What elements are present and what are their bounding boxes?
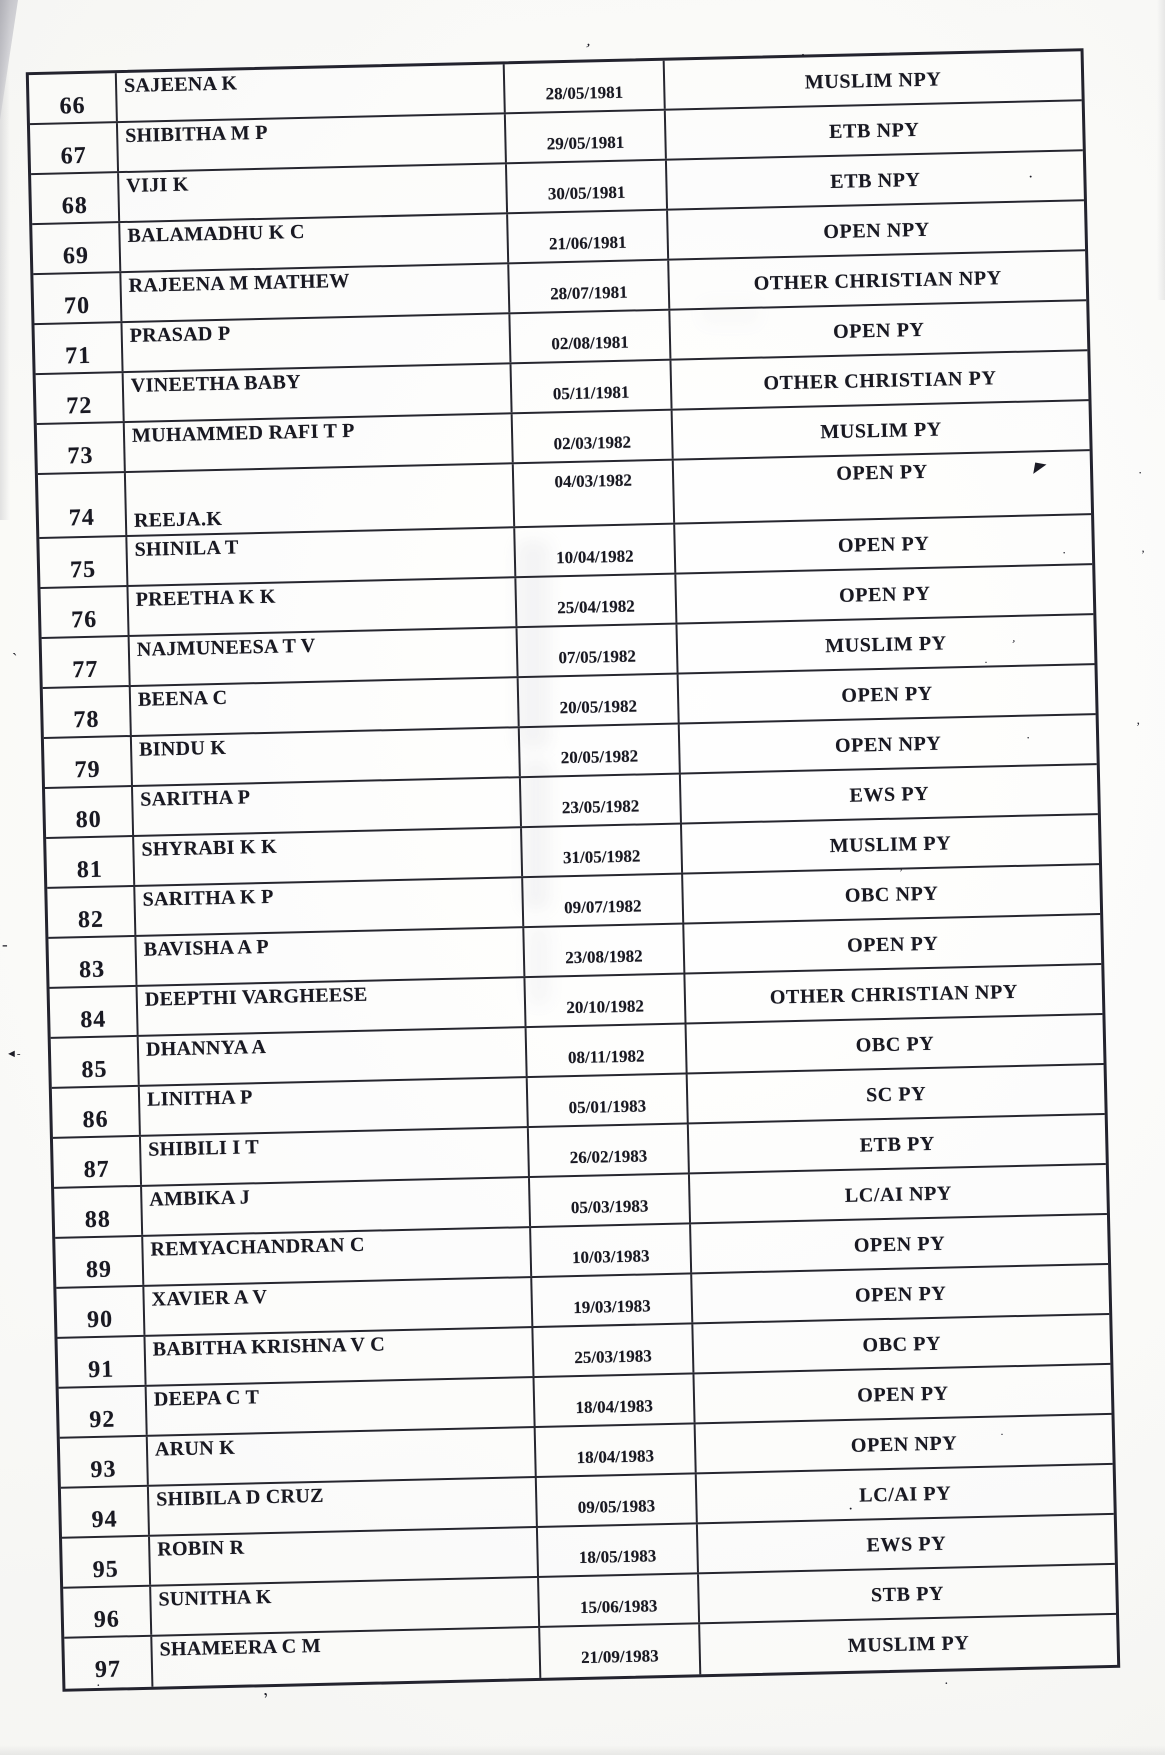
name-cell: DEEPTHI VARGHEESE — [138, 978, 527, 1035]
row-number-cell: 81 — [46, 837, 135, 887]
dob-cell: 02/08/1981 — [510, 311, 671, 363]
ink-speck: ’ — [1009, 636, 1017, 652]
pen-arrow-left-mark: ◄- — [6, 1048, 21, 1060]
name-cell: SARITHA P — [133, 778, 522, 835]
category-cell: ETB NPY — [828, 118, 920, 143]
pen-arrowhead-mark: ◤ — [1032, 460, 1047, 478]
dob-cell: 20/10/1982 — [525, 974, 686, 1026]
category-cell: OBC PY — [862, 1332, 942, 1357]
dob-cell: 21/09/1983 — [540, 1624, 701, 1678]
name-cell: BABITHA KRISHNA V C — [145, 1328, 534, 1385]
name-cell: SHIBILI I T — [141, 1128, 530, 1185]
name-cell: MUHAMMED RAFI T P — [125, 414, 514, 471]
name-cell: PRASAD P — [122, 314, 511, 371]
dob-cell: 29/05/1981 — [506, 111, 667, 163]
category-cell: SC PY — [865, 1083, 927, 1107]
page-edge-shadow-bottom — [0, 1745, 1165, 1755]
row-number-cell: 68 — [31, 173, 120, 223]
name-cell: SHIBILA D CRUZ — [149, 1478, 538, 1535]
dob-cell: 09/05/1983 — [537, 1474, 698, 1526]
page-edge-shadow-left — [0, 0, 10, 520]
ink-speck: · — [1000, 1427, 1004, 1441]
category-cell: MUSLIM NPY — [804, 68, 942, 94]
dob-cell: 09/07/1982 — [523, 875, 684, 927]
name-cell: SUNITHA K — [151, 1578, 540, 1635]
dob-cell: 15/06/1983 — [539, 1574, 700, 1626]
row-number-cell: 89 — [55, 1237, 144, 1287]
dob-cell: 05/01/1983 — [528, 1074, 689, 1126]
dob-cell: 20/05/1982 — [519, 675, 680, 727]
category-cell: OPEN PY — [837, 532, 930, 557]
ink-speck: ’ — [1141, 547, 1145, 561]
dob-cell: 19/03/1983 — [532, 1274, 693, 1326]
category-cell: OTHER CHRISTIAN NPY — [753, 267, 1002, 295]
dob-cell: 10/03/1983 — [531, 1224, 692, 1276]
dob-cell: 31/05/1982 — [522, 825, 683, 877]
dob-cell: 25/04/1982 — [516, 575, 677, 627]
candidate-register-table — [26, 45, 1120, 1692]
ink-speck: ’ — [899, 865, 903, 879]
ink-speck: - — [2, 935, 8, 954]
row-number-cell: 71 — [34, 323, 123, 373]
row-number-cell: 66 — [29, 73, 118, 123]
ink-speck: · — [1138, 465, 1143, 480]
name-cell: DHANNYA A — [139, 1028, 528, 1085]
dob-cell: 05/11/1981 — [512, 361, 673, 413]
category-cell: OPEN PY — [832, 318, 925, 343]
name-cell: XAVIER A V — [144, 1278, 533, 1335]
category-cell: OPEN PY — [838, 582, 931, 607]
name-cell: VIJI K — [119, 164, 508, 221]
ink-speck: · — [1062, 545, 1067, 560]
category-cell: MUSLIM PY — [824, 632, 947, 658]
name-cell: REMYACHANDRAN C — [143, 1228, 532, 1285]
name-cell: SHIBITHA M P — [118, 114, 507, 171]
name-cell: SHINILA T — [127, 528, 516, 585]
row-number-cell: 79 — [44, 737, 133, 787]
name-cell: RAJEENA M MATHEW — [121, 264, 510, 321]
dob-cell: 10/04/1982 — [515, 525, 676, 577]
name-cell: SHAMEERA C M — [152, 1628, 541, 1687]
category-cell: OTHER CHRISTIAN NPY — [769, 980, 1019, 1009]
dob-cell: 30/05/1981 — [507, 161, 668, 213]
category-cell: OBC NPY — [844, 882, 939, 907]
category-cell: OPEN PY — [853, 1232, 946, 1257]
ink-speck: ’ — [1136, 719, 1141, 734]
dob-cell: 02/03/1982 — [513, 411, 674, 463]
category-cell: OPEN PY — [836, 460, 929, 485]
row-number-cell: 75 — [39, 537, 128, 587]
category-cell: OBC PY — [855, 1032, 935, 1057]
row-number-cell: 72 — [36, 373, 125, 423]
dob-cell: 04/03/1982 — [514, 461, 675, 527]
dob-cell: 21/06/1981 — [508, 211, 669, 263]
category-cell: OPEN NPY — [823, 218, 931, 244]
name-cell: SAJEENA K — [117, 64, 506, 121]
ink-speck: , — [259, 1678, 270, 1700]
row-number-cell: 85 — [51, 1037, 140, 1087]
row-number-cell: 70 — [33, 273, 122, 323]
row-number-cell: 88 — [54, 1187, 143, 1237]
row-number-cell: 82 — [47, 887, 136, 937]
category-cell: LC/AI PY — [859, 1482, 952, 1507]
category-cell: EWS PY — [849, 782, 930, 807]
row-number-cell: 69 — [32, 223, 121, 273]
category-cell: OPEN NPY — [850, 1432, 958, 1457]
dob-cell: 07/05/1982 — [517, 625, 678, 677]
ink-speck: ` — [12, 651, 18, 668]
name-cell: BALAMADHU K C — [120, 214, 509, 271]
row-number-cell: 74 — [38, 473, 127, 537]
name-cell: REEJA.K — [126, 464, 515, 535]
row-number-cell: 80 — [45, 787, 134, 837]
name-cell: PREETHA K K — [128, 578, 517, 635]
category-cell: OTHER CHRISTIAN PY — [763, 367, 997, 395]
name-cell: NAJMUNEESA T V — [130, 628, 519, 685]
category-cell: STB PY — [870, 1582, 945, 1607]
dob-cell: 28/05/1981 — [505, 61, 666, 113]
ink-speck: ’ — [581, 40, 592, 59]
name-cell: VINEETHA BABY — [124, 364, 513, 421]
row-number-cell: 95 — [62, 1537, 151, 1587]
category-cell: OPEN PY — [841, 682, 934, 707]
dob-cell: 23/05/1982 — [521, 775, 682, 827]
row-number-cell: 77 — [42, 637, 131, 687]
row-number-cell: 73 — [37, 423, 126, 473]
name-cell: ROBIN R — [150, 1528, 539, 1585]
dob-cell: 18/04/1983 — [535, 1374, 696, 1426]
row-number-cell: 93 — [60, 1437, 149, 1487]
row-number-cell: 96 — [63, 1587, 152, 1637]
category-cell: MUSLIM PY — [820, 418, 943, 444]
category-cell: OPEN PY — [854, 1282, 947, 1307]
ink-speck: · — [848, 1501, 854, 1518]
row-number-cell: 91 — [58, 1337, 147, 1387]
row-number-cell: 78 — [43, 687, 132, 737]
dob-cell: 23/08/1982 — [524, 924, 685, 976]
row-number-cell: 90 — [56, 1287, 145, 1337]
row-number-cell: 84 — [50, 987, 139, 1037]
row-number-cell: 86 — [52, 1087, 141, 1137]
dob-cell: 25/03/1983 — [533, 1324, 694, 1376]
name-cell: SHYRABI K K — [134, 828, 523, 885]
dob-cell: 18/04/1983 — [536, 1424, 697, 1476]
ink-speck: · — [96, 1679, 101, 1694]
name-cell: LINITHA P — [140, 1078, 529, 1135]
name-cell: BINDU K — [132, 728, 521, 785]
name-cell: ARUN K — [148, 1428, 537, 1485]
dob-cell: 18/05/1983 — [538, 1524, 699, 1576]
page-edge-shadow-right — [1157, 0, 1165, 300]
row-number-cell: 83 — [48, 937, 137, 987]
category-cell: OPEN NPY — [834, 732, 942, 758]
ink-speck: · — [984, 655, 988, 669]
category-cell: ETB NPY — [830, 168, 921, 193]
ink-speck: · — [1026, 730, 1031, 745]
name-cell: SARITHA K P — [135, 878, 524, 935]
category-cell: LC/AI NPY — [844, 1182, 953, 1207]
category-cell: OPEN PY — [846, 932, 939, 957]
name-cell: BEENA C — [131, 678, 520, 735]
dob-cell: 05/03/1983 — [530, 1174, 691, 1226]
category-cell: EWS PY — [866, 1532, 947, 1557]
row-number-cell: 87 — [53, 1137, 142, 1187]
name-cell: AMBIKA J — [142, 1178, 531, 1235]
category-cell: MUSLIM PY — [847, 1632, 970, 1657]
dob-cell: 26/02/1983 — [529, 1124, 690, 1176]
row-number-cell: 92 — [59, 1387, 148, 1437]
category-cell: MUSLIM PY — [829, 832, 952, 858]
category-cell: OPEN PY — [857, 1382, 949, 1407]
name-cell: DEEPA C T — [147, 1378, 536, 1435]
row-number-cell: 76 — [40, 587, 129, 637]
ink-speck: · — [944, 1677, 949, 1692]
ink-speck: · — [800, 45, 806, 65]
row-number-cell: 94 — [61, 1487, 150, 1537]
dob-cell: 08/11/1982 — [527, 1024, 688, 1076]
ink-speck: · — [1028, 169, 1034, 186]
name-cell: BAVISHA A P — [136, 928, 525, 985]
dob-cell: 20/05/1982 — [520, 725, 681, 777]
row-number-cell: 97 — [64, 1637, 153, 1689]
category-cell: ETB PY — [859, 1132, 936, 1157]
row-number-cell: 67 — [30, 123, 119, 173]
dob-cell: 28/07/1981 — [509, 261, 670, 313]
